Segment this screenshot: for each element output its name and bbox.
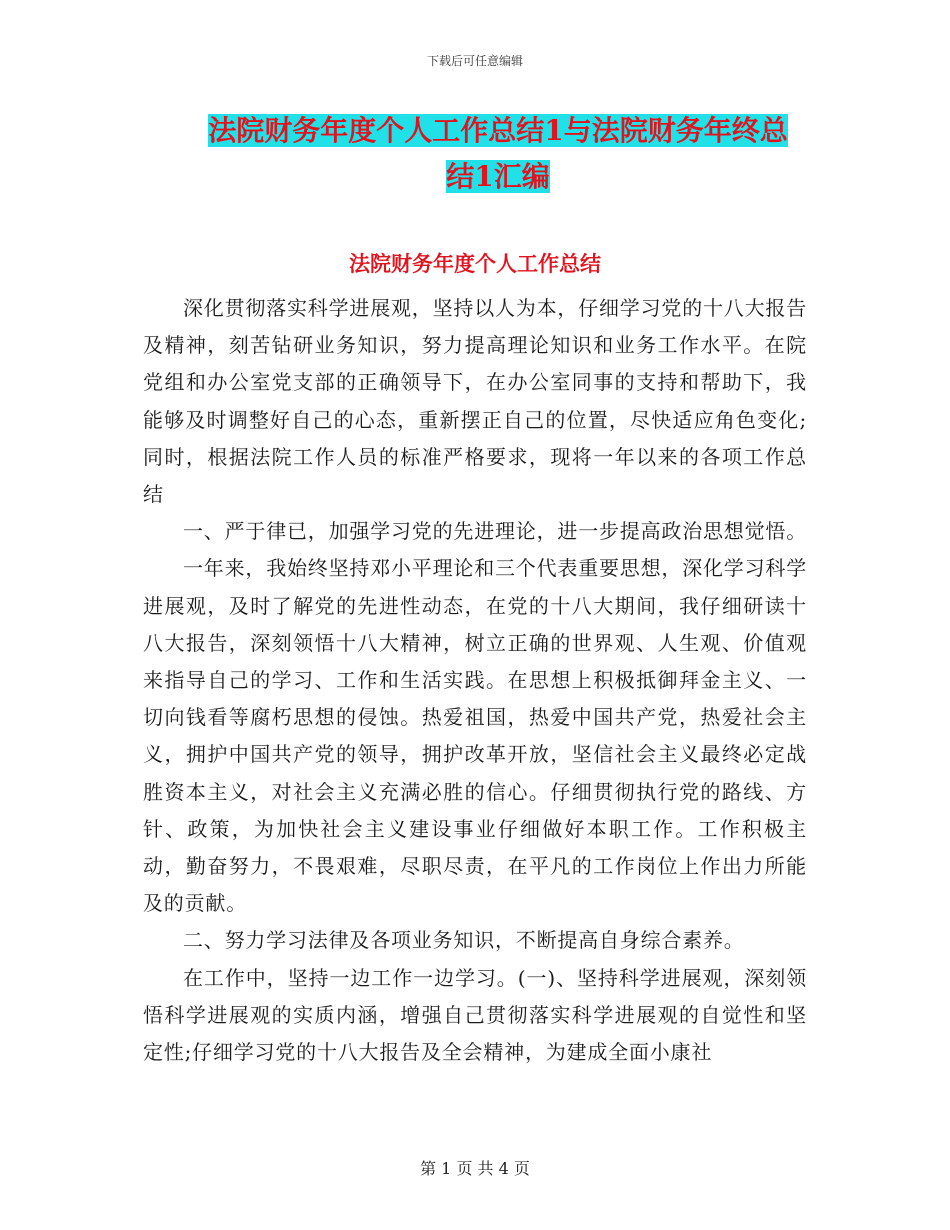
document-title-text: 法院财务年度个人工作总结1与法院财务年终总结1汇编: [208, 114, 788, 193]
document-body: [143, 290, 807, 1071]
paragraph: 一、严于律已，加强学习党的先进理论，进一步提高政治思想觉悟。: [183, 519, 807, 544]
paragraph: 在工作中，坚持一边工作一边学习。(一)、坚持科学进展观，深刻领悟科学进展观的实质内涵，增强自己贯彻落实科学进展观的自觉性和坚定性;仔细学习党的十八大报告及全会精神，为建成全面小康社: [143, 965, 807, 1065]
document-title: [198, 108, 798, 200]
header-note: 下载后可任意编辑: [426, 54, 523, 68]
section-title: 法院财务年度个人工作总结: [349, 251, 601, 276]
paragraph: 一年来，我始终坚持邓小平理论和三个代表重要思想，深化学习科学进展观，及时了解党的先进性动态，在党的十八大期间，我仔细研读十八大报告，深刻领悟十八大精神，树立正确的世界观、人生观、价值观来指导自己的学习、工作和生活实践。在思想上积极抵御拜金主义、一切向钱看等腐朽思想的侵蚀。热爱祖国，热爱中国共产党，热爱社会主义，拥护中国共产党的领导，拥护改革开放，坚信社会主义最终必定战胜资本主义，对社会主义充满必胜的信心。仔细贯彻执行党的路线、方针、政策，为加快社会主义建设事业仔细做好本职工作。工作积极主动，勤奋努力，不畏艰难，尽职尽责，在平凡的工作岗位上作出力所能及的贡献。: [143, 556, 807, 916]
paragraph: 二、努力学习法律及各项业务知识，不断提高自身综合素养。: [183, 928, 745, 953]
page-footer: 第 1 页 共 4 页: [420, 1159, 530, 1178]
paragraph: 深化贯彻落实科学进展观，坚持以人为本，仔细学习党的十八大报告及精神，刻苦钻研业务知识，努力提高理论知识和业务工作水平。在院党组和办公室党支部的正确领导下，在办公室同事的支持和帮助下，我能够及时调整好自己的心态，重新摆正自己的位置，尽快适应角色变化;同时，根据法院工作人员的标准严格要求，现将一年以来的各项工作总结: [143, 296, 807, 507]
